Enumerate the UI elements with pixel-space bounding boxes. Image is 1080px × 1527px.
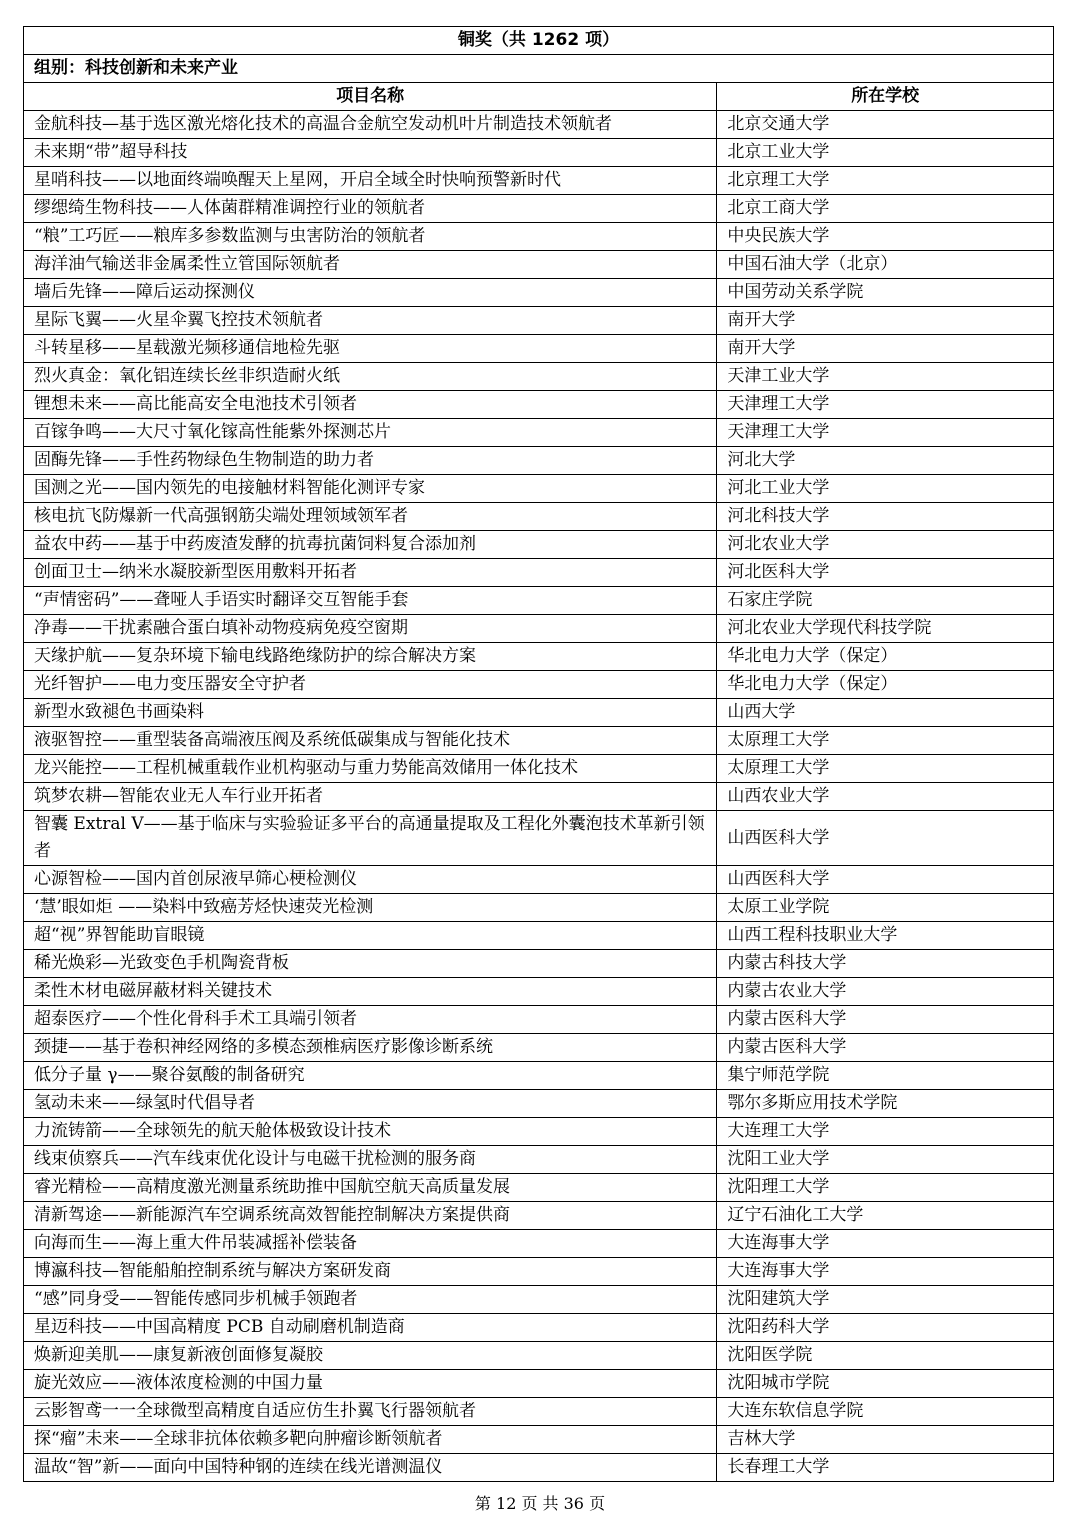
table-row: [24, 419, 1054, 447]
table-row: [24, 894, 1054, 922]
project-name-cell: 百镓争鸣——大尺寸氧化镓高性能紫外探测芯片: [24, 419, 717, 447]
school-cell: 集宁师范学院: [717, 1062, 1054, 1090]
column-header-name: 项目名称: [24, 83, 717, 111]
school-cell: 太原理工大学: [717, 727, 1054, 755]
school-cell: 大连海事大学: [717, 1230, 1054, 1258]
school-cell: 沈阳城市学院: [717, 1370, 1054, 1398]
school-cell: 河北农业大学: [717, 531, 1054, 559]
project-name-cell: 向海而生——海上重大件吊装减摇补偿装备: [24, 1230, 717, 1258]
table-row: [24, 671, 1054, 699]
column-header-school: 所在学校: [717, 83, 1054, 111]
school-cell: 沈阳医学院: [717, 1342, 1054, 1370]
project-name-cell: 星迈科技——中国高精度 PCB 自动刷磨机制造商: [24, 1314, 717, 1342]
table-row: [24, 1370, 1054, 1398]
project-name-cell: “粮”工巧匠——粮库多参数监测与虫害防治的领航者: [24, 223, 717, 251]
school-cell: 沈阳理工大学: [717, 1174, 1054, 1202]
school-cell: 山西工程科技职业大学: [717, 922, 1054, 950]
table-row: [24, 475, 1054, 503]
school-cell: 中国石油大学（北京）: [717, 251, 1054, 279]
school-cell: 大连东软信息学院: [717, 1398, 1054, 1426]
school-cell: 大连海事大学: [717, 1258, 1054, 1286]
school-cell: 内蒙古医科大学: [717, 1006, 1054, 1034]
project-name-cell: 清新驾途——新能源汽车空调系统高效智能控制解决方案提供商: [24, 1202, 717, 1230]
table-row: [24, 223, 1054, 251]
table-row: [24, 447, 1054, 475]
school-cell: 太原工业学院: [717, 894, 1054, 922]
table-row: [24, 978, 1054, 1006]
project-name-cell: 星哨科技——以地面终端唤醒天上星网，开启全域全时快响预警新时代: [24, 167, 717, 195]
table-row: [24, 1034, 1054, 1062]
table-row: [24, 783, 1054, 811]
table-row: [24, 279, 1054, 307]
school-cell: 山西医科大学: [717, 811, 1054, 866]
school-cell: 河北科技大学: [717, 503, 1054, 531]
project-name-cell: 温故“智”新——面向中国特种钢的连续在线光谱测温仪: [24, 1454, 717, 1482]
table-row: [24, 1426, 1054, 1454]
table-row: [24, 1454, 1054, 1482]
group-row: [24, 55, 1054, 83]
table-row: [24, 559, 1054, 587]
project-name-cell: 智囊 Extral V——基于临床与实验验证多平台的高通量提取及工程化外囊泡技术革新引领者: [24, 811, 717, 866]
table-row: [24, 755, 1054, 783]
table-row: [24, 335, 1054, 363]
school-cell: 华北电力大学（保定）: [717, 671, 1054, 699]
school-cell: 内蒙古科技大学: [717, 950, 1054, 978]
school-cell: 河北医科大学: [717, 559, 1054, 587]
school-cell: 天津理工大学: [717, 391, 1054, 419]
table-row: [24, 922, 1054, 950]
project-name-cell: 未来期“带”超导科技: [24, 139, 717, 167]
school-cell: 山西大学: [717, 699, 1054, 727]
project-name-cell: 液驱智控——重型装备高端液压阀及系统低碳集成与智能化技术: [24, 727, 717, 755]
project-name-cell: 焕新迎美肌——康复新液创面修复凝胶: [24, 1342, 717, 1370]
project-name-cell: 益农中药——基于中药废渣发酵的抗毒抗菌饲料复合添加剂: [24, 531, 717, 559]
project-name-cell: ‘慧’眼如炬 ——染料中致癌芳烃快速荧光检测: [24, 894, 717, 922]
school-cell: 吉林大学: [717, 1426, 1054, 1454]
school-cell: 大连理工大学: [717, 1118, 1054, 1146]
table-row: [24, 866, 1054, 894]
school-cell: 沈阳药科大学: [717, 1314, 1054, 1342]
school-cell: 南开大学: [717, 335, 1054, 363]
project-name-cell: 核电抗飞防爆新一代高强钢筋尖端处理领域领军者: [24, 503, 717, 531]
project-name-cell: 固酶先锋——手性药物绿色生物制造的助力者: [24, 447, 717, 475]
table-row: [24, 195, 1054, 223]
table-row: [24, 251, 1054, 279]
table-row: [24, 139, 1054, 167]
project-name-cell: 烈火真金：氧化铝连续长丝非织造耐火纸: [24, 363, 717, 391]
school-cell: 辽宁石油化工大学: [717, 1202, 1054, 1230]
project-name-cell: 墙后先锋——障后运动探测仪: [24, 279, 717, 307]
table-row: [24, 531, 1054, 559]
table-title: 铜奖（共 1262 项）: [24, 27, 1054, 55]
project-name-cell: 稀光焕彩—光致变色手机陶瓷背板: [24, 950, 717, 978]
project-name-cell: 云影智鸢一一全球微型高精度自适应仿生扑翼飞行器领航者: [24, 1398, 717, 1426]
school-cell: 太原理工大学: [717, 755, 1054, 783]
table-row: [24, 1174, 1054, 1202]
project-name-cell: 净毒——干扰素融合蛋白填补动物疫病免疫空窗期: [24, 615, 717, 643]
project-name-cell: 低分子量 γ——聚谷氨酸的制备研究: [24, 1062, 717, 1090]
school-cell: 北京理工大学: [717, 167, 1054, 195]
project-name-cell: 筑梦农耕—智能农业无人车行业开拓者: [24, 783, 717, 811]
table-row: [24, 950, 1054, 978]
school-cell: 中央民族大学: [717, 223, 1054, 251]
project-name-cell: 睿光精检——高精度激光测量系统助推中国航空航天高质量发展: [24, 1174, 717, 1202]
school-cell: 华北电力大学（保定）: [717, 643, 1054, 671]
table-row: [24, 727, 1054, 755]
table-row: [24, 307, 1054, 335]
school-cell: 河北工业大学: [717, 475, 1054, 503]
table-row: [24, 1258, 1054, 1286]
table-row: [24, 1146, 1054, 1174]
table-row: [24, 503, 1054, 531]
project-name-cell: 柔性木材电磁屏蔽材料关键技术: [24, 978, 717, 1006]
school-cell: 中国劳动关系学院: [717, 279, 1054, 307]
school-cell: 北京工商大学: [717, 195, 1054, 223]
table-row: [24, 615, 1054, 643]
project-name-cell: 氢动未来——绿氢时代倡导者: [24, 1090, 717, 1118]
project-name-cell: 国测之光——国内领先的电接触材料智能化测评专家: [24, 475, 717, 503]
award-table-container: [23, 26, 1054, 1482]
school-cell: 天津工业大学: [717, 363, 1054, 391]
table-row: [24, 1090, 1054, 1118]
project-name-cell: 旋光效应——液体浓度检测的中国力量: [24, 1370, 717, 1398]
school-cell: 沈阳建筑大学: [717, 1286, 1054, 1314]
project-name-cell: 星际飞翼——火星伞翼飞控技术领航者: [24, 307, 717, 335]
table-row: [24, 391, 1054, 419]
table-row: [24, 811, 1054, 866]
project-name-cell: 博瀛科技—智能船舶控制系统与解决方案研发商: [24, 1258, 717, 1286]
project-name-cell: 新型水致褪色书画染料: [24, 699, 717, 727]
project-name-cell: 龙兴能控——工程机械重载作业机构驱动与重力势能高效储用一体化技术: [24, 755, 717, 783]
project-name-cell: 锂想未来——高比能高安全电池技术引领者: [24, 391, 717, 419]
project-name-cell: 金航科技—基于选区激光熔化技术的高温合金航空发动机叶片制造技术领航者: [24, 111, 717, 139]
table-row: [24, 167, 1054, 195]
project-name-cell: 海洋油气输送非金属柔性立管国际领航者: [24, 251, 717, 279]
school-cell: 北京交通大学: [717, 111, 1054, 139]
project-name-cell: “声情密码”——聋哑人手语实时翻译交互智能手套: [24, 587, 717, 615]
school-cell: 河北农业大学现代科技学院: [717, 615, 1054, 643]
school-cell: 山西农业大学: [717, 783, 1054, 811]
school-cell: 南开大学: [717, 307, 1054, 335]
project-name-cell: 探“瘤”未来——全球非抗体依赖多靶向肿瘤诊断领航者: [24, 1426, 717, 1454]
school-cell: 鄂尔多斯应用技术学院: [717, 1090, 1054, 1118]
table-row: [24, 1286, 1054, 1314]
table-row: [24, 1398, 1054, 1426]
project-name-cell: 斗转星移——星载激光频移通信地检先驱: [24, 335, 717, 363]
table-row: [24, 1062, 1054, 1090]
table-row: [24, 1314, 1054, 1342]
project-name-cell: 力流铸箭——全球领先的航天舱体极致设计技术: [24, 1118, 717, 1146]
table-row: [24, 1202, 1054, 1230]
school-cell: 长春理工大学: [717, 1454, 1054, 1482]
project-name-cell: 缪缌绮生物科技——人体菌群精准调控行业的领航者: [24, 195, 717, 223]
project-name-cell: 超“视”界智能助盲眼镜: [24, 922, 717, 950]
project-name-cell: 颈捷——基于卷积神经网络的多模态颈椎病医疗影像诊断系统: [24, 1034, 717, 1062]
table-row: [24, 587, 1054, 615]
title-row: [24, 27, 1054, 55]
group-label: 组别：科技创新和未来产业: [24, 55, 1054, 83]
project-name-cell: 天缘护航——复杂环境下输电线路绝缘防护的综合解决方案: [24, 643, 717, 671]
project-name-cell: 线束侦察兵——汽车线束优化设计与电磁干扰检测的服务商: [24, 1146, 717, 1174]
table-row: [24, 363, 1054, 391]
project-name-cell: 创面卫士—纳米水凝胶新型医用敷料开拓者: [24, 559, 717, 587]
award-table: [23, 26, 1054, 1482]
school-cell: 北京工业大学: [717, 139, 1054, 167]
project-name-cell: 心源智检——国内首创尿液早筛心梗检测仪: [24, 866, 717, 894]
header-row: [24, 83, 1054, 111]
school-cell: 河北大学: [717, 447, 1054, 475]
table-row: [24, 111, 1054, 139]
school-cell: 沈阳工业大学: [717, 1146, 1054, 1174]
project-name-cell: 光纤智护——电力变压器安全守护者: [24, 671, 717, 699]
school-cell: 内蒙古医科大学: [717, 1034, 1054, 1062]
table-row: [24, 1230, 1054, 1258]
project-name-cell: 超泰医疗——个性化骨科手术工具端引领者: [24, 1006, 717, 1034]
table-row: [24, 643, 1054, 671]
school-cell: 天津理工大学: [717, 419, 1054, 447]
school-cell: 山西医科大学: [717, 866, 1054, 894]
school-cell: 内蒙古农业大学: [717, 978, 1054, 1006]
table-row: [24, 1006, 1054, 1034]
page-footer: 第 12 页 共 36 页: [474, 1494, 606, 1513]
table-row: [24, 699, 1054, 727]
table-row: [24, 1118, 1054, 1146]
project-name-cell: “感”同身受——智能传感同步机械手领跑者: [24, 1286, 717, 1314]
school-cell: 石家庄学院: [717, 587, 1054, 615]
table-row: [24, 1342, 1054, 1370]
